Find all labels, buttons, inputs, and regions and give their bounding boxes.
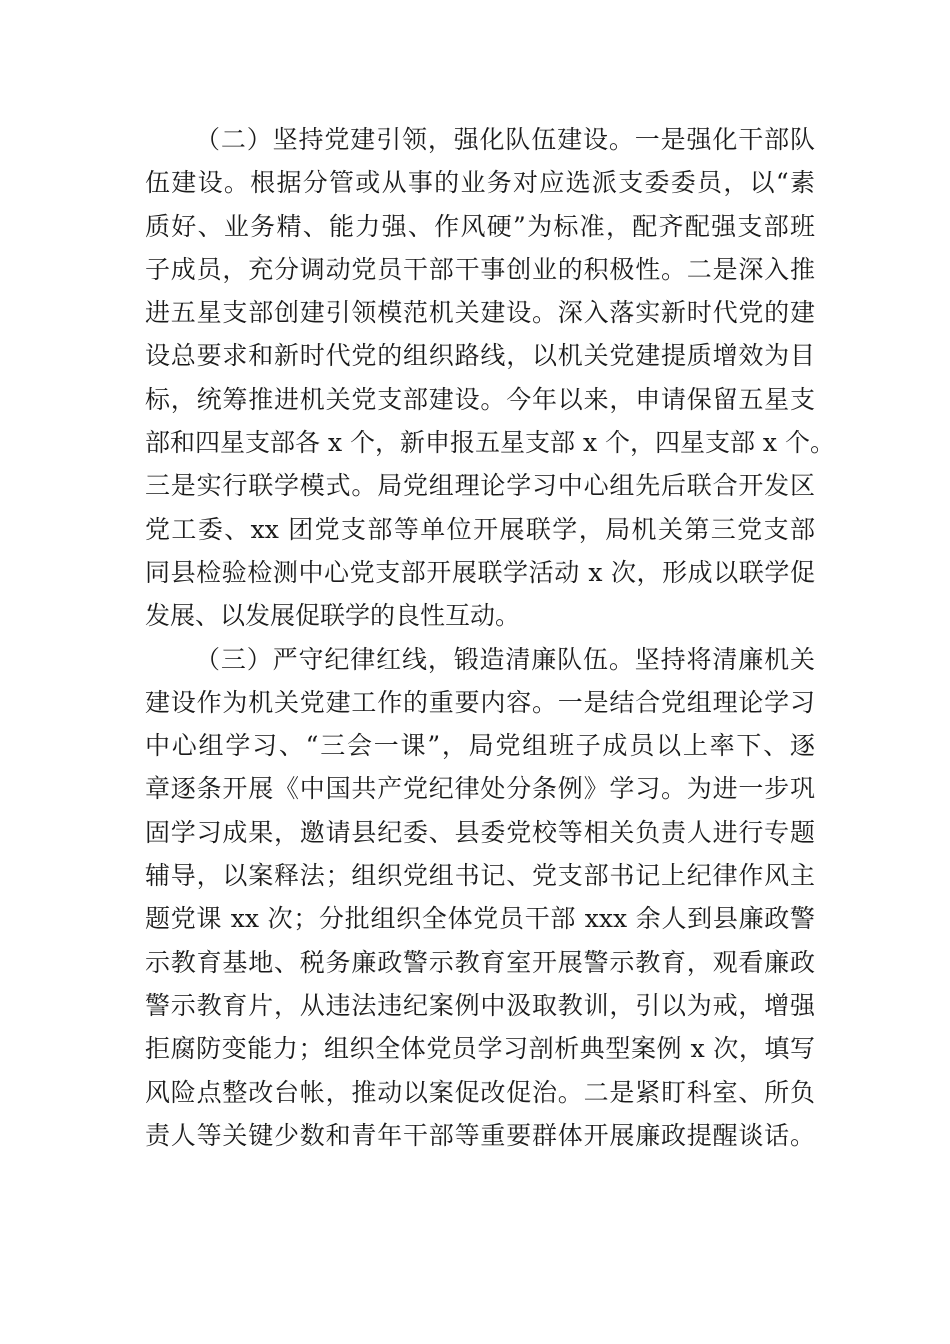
paragraph-line: 章逐条开展《中国共产党纪律处分条例》学习。为进一步巩 — [145, 774, 815, 804]
paragraph-line: 进五星支部创建引领模范机关建设。深入落实新时代党的建 — [145, 298, 815, 328]
paragraph-line: 中心组学习、“三会一课”，局党组班子成员以上率下、逐 — [145, 731, 815, 761]
paragraph-discipline — [145, 638, 815, 1158]
paragraph-line: 辅导，以案释法；组织党组书记、党支部书记上纪律作风主 — [145, 861, 815, 891]
paragraph-line: 发展、以发展促联学的良性互动。 — [145, 601, 521, 631]
paragraph-line: 三是实行联学模式。局党组理论学习中心组先后联合开发区 — [145, 471, 815, 501]
paragraph-line: 伍建设。根据分管或从事的业务对应选派支委委员，以“素 — [145, 168, 815, 198]
paragraph-line: 质好、业务精、能力强、作风硬”为标准，配齐配强支部班 — [145, 211, 815, 241]
paragraph-line: 警示教育片，从违法违纪案例中汲取教训，引以为戒，增强 — [145, 990, 815, 1020]
paragraph-line: 固学习成果，邀请县纪委、县委党校等相关负责人进行专题 — [145, 817, 815, 847]
paragraph-line: （二）坚持党建引领，强化队伍建设。一是强化干部队 — [195, 125, 815, 154]
paragraph-line: 建设作为机关党建工作的重要内容。一是结合党组理论学习 — [145, 687, 815, 717]
paragraph-line: 部和四星支部各 x 个，新申报五星支部 x 个，四星支部 x 个。 — [145, 428, 835, 458]
paragraph-line: （三）严守纪律红线，锻造清廉队伍。坚持将清廉机关 — [195, 644, 815, 674]
paragraph-line: 党工委、xx 团党支部等单位开展联学，局机关第三党支部 — [145, 514, 815, 544]
paragraph-line: 子成员，充分调动党员干部干事创业的积极性。二是深入推 — [145, 254, 815, 284]
document-body — [145, 118, 835, 1157]
paragraph-line: 同县检验检测中心党支部开展联学活动 x 次，形成以联学促 — [145, 557, 815, 587]
paragraph-line: 拒腐防变能力；组织全体党员学习剖析典型案例 x 次，填写 — [145, 1034, 815, 1064]
paragraph-line: 示教育基地、税务廉政警示教育室开展警示教育，观看廉政 — [145, 947, 815, 977]
paragraph-line: 责人等关键少数和青年干部等重要群体开展廉政提醒谈话。 — [145, 1120, 815, 1150]
paragraph-line: 题党课 xx 次；分批组织全体党员干部 xxx 余人到县廉政警 — [145, 904, 815, 934]
paragraph-line: 标，统筹推进机关党支部建设。今年以来，申请保留五星支 — [145, 384, 815, 414]
paragraph-line: 设总要求和新时代党的组织路线，以机关党建提质增效为目 — [145, 341, 815, 371]
paragraph-party-building — [145, 118, 835, 638]
paragraph-line: 风险点整改台帐，推动以案促改促治。二是紧盯科室、所负 — [145, 1077, 815, 1107]
